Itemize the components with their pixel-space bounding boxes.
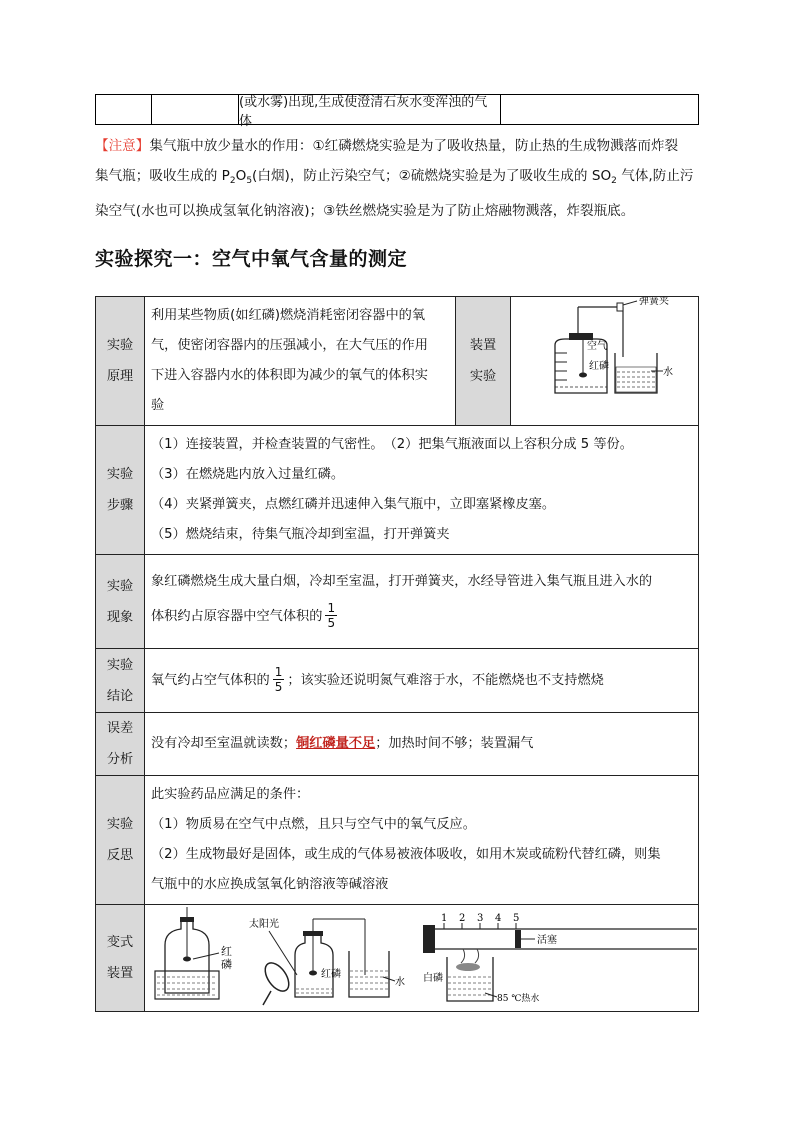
empty-cell xyxy=(152,95,239,124)
reflection-text: 此实验药品应满足的条件： （1）物质易在空气中点燃，且只与空气中的氧气反应。 （2）生成物最好是固体，或生成的气体易被液体吸收，如用木炭或硫粉代替红磷，则集 气瓶中的水应换成氢氧化钠溶液等碱溶液 xyxy=(145,776,699,905)
label-device: 装置 实验 xyxy=(456,297,511,426)
red-phosphorus-label: 红磷 xyxy=(589,361,609,372)
label-variants: 变式 装置 xyxy=(96,905,145,1012)
row-principle xyxy=(96,297,699,426)
row-phenomenon xyxy=(96,555,699,649)
spring-clip-label: 弹簧夹 xyxy=(639,297,669,307)
label-principle: 实验 原理 xyxy=(96,297,145,426)
note-text-1: 集气瓶中放少量水的作用：①红磷燃烧实验是为了吸收热量，防止热的生成物溅落而炸裂 xyxy=(149,138,679,154)
empty-cell xyxy=(96,95,152,124)
sub-5: 5 xyxy=(246,176,253,186)
apparatus-diagram xyxy=(511,297,697,421)
experiment-table xyxy=(95,296,699,1012)
label-reflection: 实验 反思 xyxy=(96,776,145,905)
row-steps xyxy=(96,426,699,555)
variants-diagram-cell xyxy=(145,905,699,1012)
highlight-text: 铜红磷量不足 xyxy=(296,736,376,751)
svg-text:水: 水 xyxy=(395,977,405,988)
svg-text:红磷: 红磷 xyxy=(321,969,341,980)
label-error: 误差 分析 xyxy=(96,713,145,776)
fraction: $\frac{1}{5}$ xyxy=(274,665,283,694)
phenomenon-text: 象红磷燃烧生成大量白烟，冷却至室温，打开弹簧夹，水经导管进入集气瓶且进入水的 体积约占原容器中空气体积的 $\frac{1}{5}$ xyxy=(145,555,699,649)
note-text-2c: O xyxy=(235,168,247,184)
note-text-3: 染空气(水也可以换成氢氧化钠溶液)；③铁丝燃烧实验是为了防止熔融物溅落，炸裂瓶底。 xyxy=(95,203,635,219)
svg-text:活塞: 活塞 xyxy=(537,935,557,946)
note-text-2e: (白烟)，防止污染空气；②硫燃烧实验是为了吸收生成的 SO xyxy=(252,168,612,184)
water-label: 水 xyxy=(663,367,673,378)
svg-text:红: 红 xyxy=(221,945,232,958)
sub-2: 2 xyxy=(229,176,236,186)
variant-diagrams xyxy=(145,905,697,1007)
svg-text:5: 5 xyxy=(513,913,520,924)
empty-cell xyxy=(501,95,698,124)
sub-2b: 2 xyxy=(611,176,617,186)
steps-text: （1）连接装置，并检查装置的气密性。 （2）把集气瓶液面以上容积分成 5 等份。 （3）在燃烧匙内放入过量红磷。 （4）夹紧弹簧夹，点燃红磷并迅速伸入集气瓶中，立即塞紧橡皮塞。 （5）燃烧结束，待集气瓶冷却到室温，打开弹簧夹 xyxy=(145,426,699,555)
previous-table-row xyxy=(95,94,699,129)
principle-text: 利用某些物质(如红磷)燃烧消耗密闭容器中的氧 气，使密闭容器内的压强减小，在大气压的作用 下进入容器内水的体积即为减少的氧气的体积实 验 xyxy=(145,297,456,426)
fraction: $\frac{1}{5}$ xyxy=(327,601,336,630)
note-tag: 【注意】 xyxy=(95,138,150,154)
conclusion-text: 氧气约占空气体积的 $\frac{1}{5}$ ；该实验还说明氮气难溶于水，不能燃烧也不支持燃烧 xyxy=(145,649,699,713)
svg-text:太阳光: 太阳光 xyxy=(249,919,279,930)
row-error xyxy=(96,713,699,776)
svg-text:2: 2 xyxy=(459,913,466,924)
section-heading: 实验探究一：空气中氧气含量的测定 xyxy=(95,248,408,270)
label-phenomenon: 实验 现象 xyxy=(96,555,145,649)
svg-text:4: 4 xyxy=(495,913,502,924)
note-text-2a: 集气瓶；吸收生成的 P xyxy=(95,168,230,184)
svg-text:1: 1 xyxy=(441,913,448,924)
air-label: 空气 xyxy=(587,341,607,352)
svg-text:3: 3 xyxy=(477,913,484,924)
row-variants xyxy=(96,905,699,1012)
row-reflection xyxy=(96,776,699,905)
fragment-cell: (或水雾)出现,生成使澄清石灰水变浑浊的气体 xyxy=(239,95,501,124)
row-conclusion xyxy=(96,649,699,713)
device-diagram-cell xyxy=(511,297,699,426)
variant-bell-jar xyxy=(155,907,232,999)
error-text: 没有冷却至室温就读数；铜红磷量不足；加热时间不够；装置漏气 xyxy=(145,713,699,776)
svg-text:磷: 磷 xyxy=(221,958,232,971)
note-paragraph xyxy=(95,131,701,226)
label-steps: 实验 步骤 xyxy=(96,426,145,555)
variant-sunlight xyxy=(249,917,405,1005)
svg-text:白磷: 白磷 xyxy=(423,973,443,984)
svg-text:85 ℃热水: 85 ℃热水 xyxy=(497,994,540,1004)
note-text-2g: 气体,防止污 xyxy=(616,168,694,184)
variant-syringe xyxy=(423,913,697,1004)
label-conclusion: 实验 结论 xyxy=(96,649,145,713)
